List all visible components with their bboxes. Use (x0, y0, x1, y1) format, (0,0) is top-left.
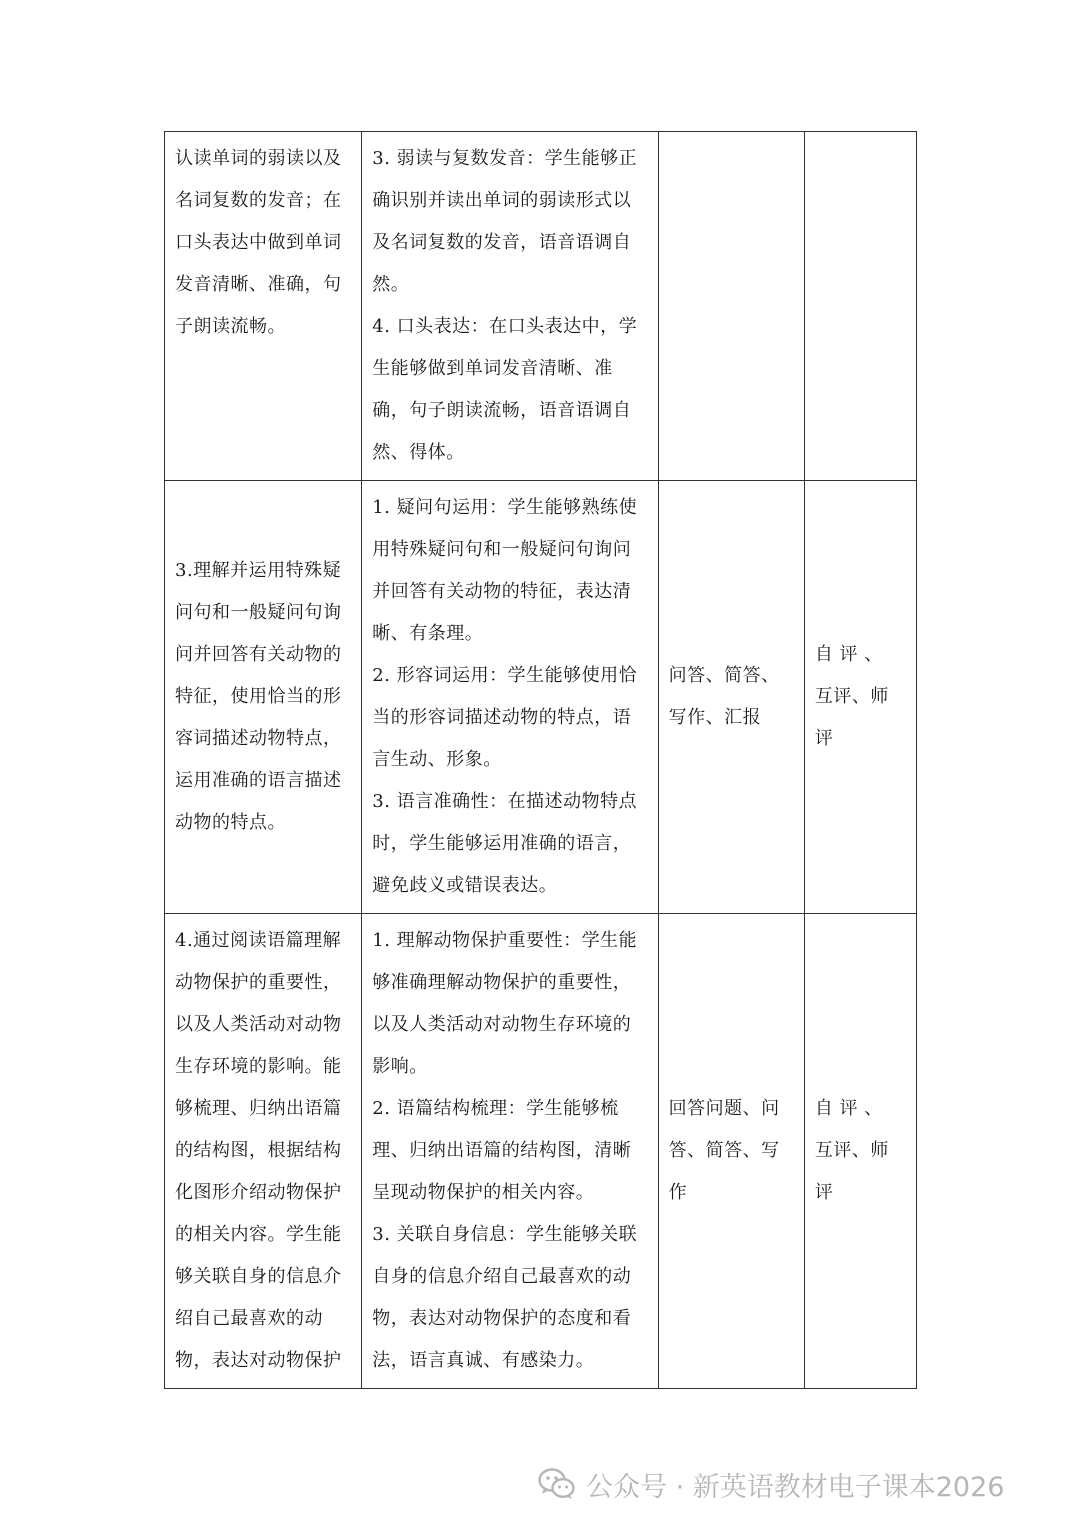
method-text: 问答、简答、写作、汇报 (668, 665, 780, 728)
wechat-icon (538, 1467, 576, 1501)
criteria-item: 3. 关联自身信息：学生能够关联自身的信息介绍自己最喜欢的动物，表达对动物保护的态度和看法，语言真诚、有感染力。 (372, 1224, 638, 1371)
criteria-cell (362, 132, 658, 481)
assessment-table (164, 131, 917, 1389)
objective-text: 3.理解并运用特殊疑问句和一般疑问句询问并回答有关动物的特征，使用恰当的形容词描述动物特点，运用准确的语言描述动物的特点。 (175, 560, 342, 833)
criteria-cell (362, 481, 658, 914)
evaluation-text: 自 评 、 互评、师评 (814, 644, 889, 749)
evaluation-cell (804, 132, 916, 481)
criteria-item: 1. 疑问句运用：学生能够熟练使用特殊疑问句和一般疑问句询问并回答有关动物的特征，表达清晰、有条理。 (372, 497, 638, 644)
criteria-item: 1. 理解动物保护重要性：学生能够准确理解动物保护的重要性，以及人类活动对动物生存环境的影响。 (372, 930, 638, 1077)
criteria-item: 3. 弱读与复数发音：学生能够正确识别并读出单词的弱读形式以及名词复数的发音，语音语调自然。 (372, 148, 638, 295)
evaluation-cell (804, 481, 916, 914)
criteria-item: 2. 语篇结构梳理：学生能够梳理、归纳出语篇的结构图，清晰呈现动物保护的相关内容。 (372, 1098, 632, 1203)
watermark-text: 公众号 · 新英语教材电子课本2026 (586, 1471, 1005, 1503)
evaluation-text: 自 评 、 互评、师评 (814, 1098, 889, 1203)
objective-cell (165, 132, 362, 481)
method-text: 回答问题、问答、简答、写作 (668, 1098, 780, 1203)
criteria-cell (362, 914, 658, 1389)
table-row (165, 481, 917, 914)
criteria-item: 2. 形容词运用：学生能够使用恰当的形容词描述动物的特点，语言生动、形象。 (372, 665, 638, 770)
method-cell (658, 132, 804, 481)
method-cell (658, 481, 804, 914)
objective-text: 认读单词的弱读以及名词复数的发音；在口头表达中做到单词发音清晰、准确，句子朗读流畅。 (175, 148, 342, 337)
objective-text: 4.通过阅读语篇理解动物保护的重要性，以及人类活动对动物生存环境的影响。能够梳理、归纳出语篇的结构图，根据结构化图形介绍动物保护的相关内容。学生能够关联自身的信息介绍自己最喜欢的动物，表达对动物保护 (175, 930, 342, 1371)
method-cell (658, 914, 804, 1389)
objective-cell (165, 914, 362, 1389)
watermark (538, 1462, 1004, 1506)
objective-cell (165, 481, 362, 914)
table-row (165, 914, 917, 1389)
table-row (165, 132, 917, 481)
criteria-item: 4. 口头表达：在口头表达中，学生能够做到单词发音清晰、准确，句子朗读流畅，语音语调自然、得体。 (372, 316, 638, 463)
criteria-item: 3. 语言准确性：在描述动物特点时，学生能够运用准确的语言，避免歧义或错误表达。 (372, 791, 638, 896)
evaluation-cell (804, 914, 916, 1389)
